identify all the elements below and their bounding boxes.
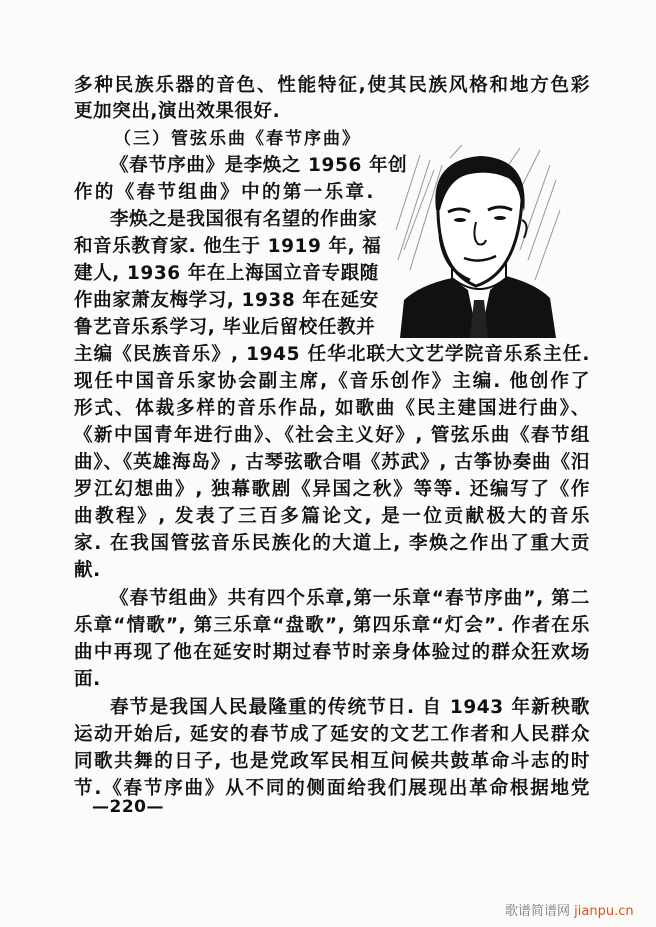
text-line: 主编《民族音乐》, 1945 任华北联大文艺学院音乐系主任. [74, 344, 590, 365]
text-line: 同歌共舞的日子, 也是党政军民相互问候共鼓革命斗志的时 [74, 751, 590, 772]
text-line: 作曲家萧友梅学习, 1938 年在延安 [74, 290, 379, 311]
text-line: 现任中国音乐家协会副主席,《音乐创作》主编. 他创作了 [74, 371, 590, 392]
text-line: 节.《春节序曲》从不同的侧面给我们展现出革命根据地党 [74, 778, 590, 799]
section-heading: （三）管弦乐曲《春节序曲》 [114, 129, 361, 149]
text-line: 乐章“情歌”, 第三乐章“盘歌”, 第四乐章“灯会”. 作者在乐 [74, 615, 590, 636]
text-line: 罗江幻想曲》, 独幕歌剧《异国之秋》等等. 还编写了《作 [74, 479, 590, 500]
text-line: 家. 在我国管弦音乐民族化的大道上, 李焕之作出了重大贡 [74, 533, 590, 554]
portrait-icon [390, 140, 566, 340]
text-line: 多种民族乐器的音色、性能特征,使其民族风格和地方色彩 [74, 75, 590, 96]
text-line: 曲教程》, 发表了三百多篇论文, 是一位贡献极大的音乐 [74, 506, 590, 527]
text-line: 作的《春节组曲》中的第一乐章. [74, 182, 374, 203]
text-line: 曲中再现了他在延安时期过春节时亲身体验过的群众狂欢场 [74, 642, 590, 663]
watermark [505, 900, 634, 919]
text-line: 献. [74, 560, 101, 581]
watermark-domain: jianpu.cn [574, 904, 634, 919]
text-line: 《新中国青年进行曲》、《社会主义好》, 管弦乐曲《春节组 [74, 425, 590, 446]
text-line: 《春节序曲》是李焕之 1956 年创 [110, 155, 408, 176]
text-line: 运动开始后, 延安的春节成了延安的文艺工作者和人民群众 [74, 724, 590, 745]
portrait-sketch [390, 140, 566, 340]
text-line: 更加突出,演出效果很好. [74, 101, 281, 122]
text-line: 面. [74, 669, 101, 690]
text-line: 《春节组曲》共有四个乐章,第一乐章“春节序曲”, 第二 [110, 588, 590, 609]
watermark-site-name: 歌谱简谱网 [505, 904, 571, 919]
text-line: 李焕之是我国很有名望的作曲家 [110, 209, 378, 230]
text-line: 春节是我国人民最隆重的传统节日. 自 1943 年新秧歌 [110, 697, 590, 718]
page-number: —220— [92, 797, 164, 817]
text-line: 鲁艺音乐系学习, 毕业后留校任教并 [74, 317, 376, 338]
text-line: 建人, 1936 年在上海国立音专跟随 [74, 263, 379, 284]
text-line: 形式、体裁多样的音乐作品, 如歌曲《民主建国进行曲》、 [74, 398, 590, 419]
text-line: 曲》、《英雄海岛》, 古琴弦歌合唱《苏武》, 古筝协奏曲《汨 [74, 452, 590, 473]
text-line: 和音乐教育家. 他生于 1919 年, 福 [74, 236, 382, 257]
